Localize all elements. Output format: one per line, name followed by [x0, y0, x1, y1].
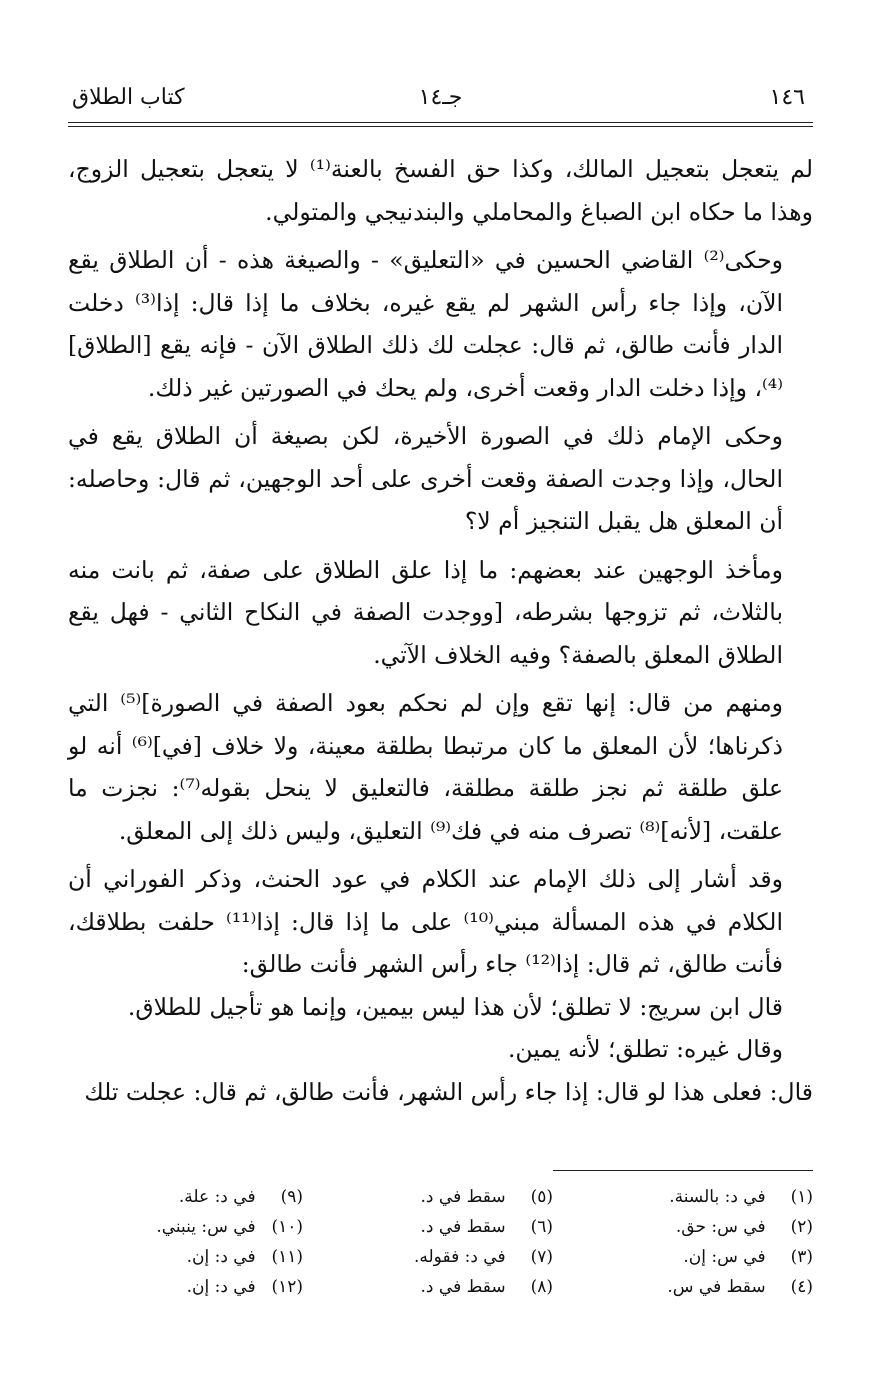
- paragraph: قال: فعلى هذا لو قال: إذا جاء رأس الشهر، فأنت طالق، ثم قال: عجلت تلك: [84, 1077, 813, 1106]
- paragraph: وحكى⁽²⁾ القاضي الحسين في «التعليق» - والصيغة هذه - أن الطلاق يقع الآن، وإذا جاء رأس الشهر لم يقع غيره، بخلاف ما إذا قال: إذا⁽³⁾ دخلت الدار فأنت طالق، ثم قال: عجلت لك ذلك الطلاق الآن - فإنه يقع [الطلاق]⁽⁴⁾، وإذا دخلت الدار وقعت أخرى، ولم يحك في الصورتين غير ذلك.: [68, 246, 784, 402]
- paragraph: وقد أشار إلى ذلك الإمام عند الكلام في عود الحنث، وذكر الفوراني أن الكلام في هذه المسألة مبني⁽¹⁰⁾ على ما إذا قال: إذا⁽¹¹⁾ حلفت بطلاقك، فأنت طالق، ثم قال: إذا⁽¹²⁾ جاء رأس الشهر فأنت طالق:: [68, 865, 783, 978]
- book-page: [68, 78, 813, 1297]
- footnote: (٧) في د: فقوله.: [413, 1247, 553, 1267]
- footnote: (١١) في د: إن.: [186, 1247, 303, 1267]
- footnote-column: [303, 1182, 553, 1302]
- footnote-rule: [553, 1170, 813, 1171]
- paragraph: قال ابن سريج: لا تطلق؛ لأن هذا ليس بيمين، وإنما هو تأجيل للطلاق.: [127, 992, 783, 1021]
- footnote-column: [53, 1182, 303, 1302]
- footnote: (١) في د: بالسنة.: [669, 1187, 813, 1207]
- paragraph: ومنهم من قال: إنها تقع وإن لم نحكم بعود الصفة في الصورة]⁽⁵⁾ التي ذكرناها؛ لأن المعلق ما كان مرتبطا بطلقة معينة، ولا خلاف [في]⁽⁶⁾ أنه لو علق طلقة ثم نجز طلقة مطلقة، فالتعليق لا ينحل بقوله⁽⁷⁾: نجزت ما علقت، [لأنه]⁽⁸⁾ تصرف منه في فك⁽⁹⁾ التعليق، وليس ذلك إلى المعلق.: [68, 689, 783, 845]
- footnote: (٢) في س: حق.: [675, 1217, 813, 1237]
- footnote: (٨) سقط في د.: [420, 1277, 553, 1297]
- footnote: (٤) سقط في س.: [667, 1277, 813, 1297]
- footnote: (٥) سقط في د.: [420, 1187, 553, 1207]
- paragraph: ومأخذ الوجهين عند بعضهم: ما إذا علق الطلاق على صفة، ثم بانت منه بالثلاث، ثم تزوجها بشرطه، [ووجدت الصفة في النكاح الثاني - فهل يقع الطلاق المعلق بالصفة؟ وفيه الخلاف الآتي.: [68, 555, 783, 669]
- footnote: (١٢) في د: إن.: [186, 1277, 303, 1297]
- paragraph: وحكى الإمام ذلك في الصورة الأخيرة، لكن بصيغة أن الطلاق يقع في الحال، وإذا وجدت الصفة وقعت أخرى على أحد الوجهين، ثم قال: وحاصله: أن المعلق هل يقبل التنجيز أم لا؟: [68, 422, 783, 535]
- footnote: (٩) في د: علة.: [178, 1187, 303, 1207]
- volume-label: جـ١٤: [418, 85, 463, 110]
- header-rule-thin: [68, 126, 813, 127]
- paragraph: لم يتعجل بتعجيل المالك، وكذا حق الفسخ بالعنة⁽¹⁾ لا يتعجل بتعجيل الزوج، وهذا ما حكاه ابن الصباغ والمحاملي والبندنيجي والمتولي.: [68, 155, 813, 226]
- page-number: ١٤٦: [769, 85, 805, 110]
- footnote-column: [563, 1182, 813, 1302]
- footnote: (١٠) في س: ينبني.: [156, 1217, 303, 1237]
- header-rule: [68, 122, 813, 123]
- footnote: (٦) سقط في د.: [420, 1217, 553, 1237]
- book-title: كتاب الطلاق: [72, 85, 185, 110]
- paragraph: وقال غيره: تطلق؛ لأنه يمين.: [507, 1035, 783, 1063]
- page-header: [68, 78, 813, 118]
- footnote: (٣) في س: إن.: [683, 1247, 813, 1267]
- main-text: [68, 148, 813, 1113]
